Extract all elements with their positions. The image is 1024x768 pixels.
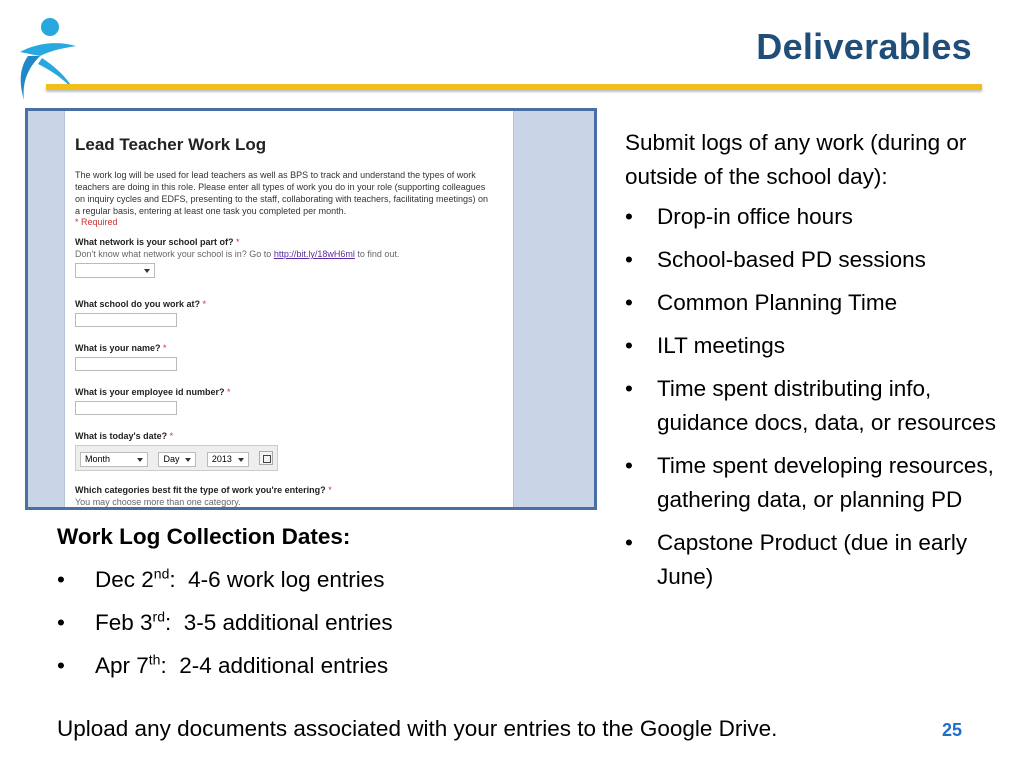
- question-categories: [75, 485, 505, 495]
- month-select-value: Month: [85, 454, 111, 464]
- bullet-icon: •: [625, 247, 633, 272]
- form-title: Lead Teacher Work Log: [75, 135, 267, 154]
- bullet-icon: •: [625, 530, 633, 555]
- form-right-margin: [514, 111, 594, 507]
- question-name-label: What is your name?: [75, 343, 161, 353]
- question-date-label: What is today's date?: [75, 431, 168, 441]
- employee-id-input[interactable]: [75, 401, 177, 415]
- date-text: Dec 2: [95, 567, 154, 592]
- list-item: [625, 372, 1005, 440]
- date-ordinal: nd: [153, 565, 170, 582]
- question-categories-help: You may choose more than one category.: [75, 497, 241, 507]
- network-select[interactable]: [75, 263, 155, 278]
- date-entries: : 3-5 additional entries: [165, 610, 393, 635]
- required-star: *: [236, 237, 240, 247]
- collection-dates-panel: [57, 520, 577, 692]
- chevron-down-icon: [185, 458, 191, 462]
- required-star: *: [227, 387, 231, 397]
- list-item: [625, 526, 1005, 594]
- title-underline: [46, 84, 982, 90]
- form-description: The work log will be used for lead teachers as well as BPS to track and understand the types of work teachers are doing in this role. Please enter all types of work you do in your role (supporting colleagues on inquiry cycles and EDFS, presenting to the staff, collaborating with teachers, facilitating meetings) on a regular basis, entering at least one task you completed per month.: [75, 170, 489, 216]
- bullet-icon: •: [625, 204, 633, 229]
- calendar-icon[interactable]: [259, 451, 273, 465]
- list-item-text: ILT meetings: [657, 333, 785, 358]
- date-entries: : 2-4 additional entries: [160, 653, 389, 678]
- month-select[interactable]: [80, 452, 148, 467]
- footer-note: Upload any documents associated with your entries to the Google Drive.: [57, 716, 778, 741]
- list-item: [57, 649, 577, 683]
- slide-title: Deliverables: [756, 26, 972, 67]
- name-input[interactable]: [75, 357, 177, 371]
- bullet-icon: •: [625, 333, 633, 358]
- help-text-prefix: Don't know what network your school is in? Go to: [75, 249, 272, 259]
- bullet-icon: •: [625, 453, 633, 478]
- date-ordinal: rd: [152, 608, 165, 625]
- collection-dates-list: [57, 563, 577, 683]
- form-required-note: * Required: [75, 217, 118, 227]
- page-number: 25: [941, 720, 962, 740]
- list-item-text: Drop-in office hours: [657, 204, 853, 229]
- question-school-label: What school do you work at?: [75, 299, 201, 309]
- date-entries: : 4-6 work log entries: [169, 567, 385, 592]
- help-text-suffix: to find out.: [357, 249, 400, 259]
- required-star: *: [163, 343, 167, 353]
- question-network: [75, 237, 505, 247]
- bullet-icon: •: [57, 610, 65, 635]
- day-select[interactable]: [158, 452, 196, 467]
- list-item: [57, 563, 577, 597]
- school-input[interactable]: [75, 313, 177, 327]
- work-types-panel: [625, 126, 1005, 603]
- required-star: *: [169, 431, 174, 441]
- network-help-link[interactable]: http://bit.ly/18wH6ml: [273, 249, 355, 259]
- year-select-value: 2013: [211, 454, 232, 464]
- question-network-help: [75, 249, 505, 259]
- form-sheet: [64, 111, 514, 507]
- form-left-margin: [28, 111, 64, 507]
- date-picker: [75, 445, 278, 471]
- question-network-label: What network is your school part of?: [75, 237, 234, 247]
- required-star: *: [202, 299, 207, 309]
- list-item-text: Common Planning Time: [657, 290, 898, 315]
- list-item-text: School-based PD sessions: [657, 247, 926, 272]
- list-item: [57, 606, 577, 640]
- work-types-list: [625, 200, 1005, 594]
- list-item: [625, 286, 1005, 320]
- list-item-text: Capstone Product (due in early June): [657, 530, 968, 589]
- date-text: Feb 3: [95, 610, 153, 635]
- bullet-icon: •: [625, 376, 633, 401]
- list-item: [625, 329, 1005, 363]
- question-employee-id: [75, 387, 505, 397]
- list-item: [625, 449, 1005, 517]
- list-item-text: Time spent distributing info, guidance docs, data, or resources: [657, 376, 996, 435]
- question-name: [75, 343, 505, 353]
- chevron-down-icon: [238, 458, 244, 462]
- date-text: Apr 7: [95, 653, 149, 678]
- bullet-icon: •: [57, 567, 65, 592]
- question-categories-label: Which categories best fit the type of work you're entering?: [75, 485, 326, 495]
- question-date: [75, 431, 505, 441]
- question-employee-id-label: What is your employee id number?: [75, 387, 225, 397]
- date-ordinal: th: [148, 651, 161, 668]
- collection-dates-title: Work Log Collection Dates:: [57, 524, 351, 549]
- list-item: [625, 243, 1005, 277]
- question-school: [75, 299, 505, 309]
- chevron-down-icon: [137, 458, 143, 462]
- year-select[interactable]: [207, 452, 249, 467]
- chevron-down-icon: [144, 269, 150, 273]
- required-star: *: [328, 485, 332, 495]
- work-log-form-screenshot: [25, 108, 597, 510]
- bullet-icon: •: [57, 653, 65, 678]
- bullet-icon: •: [625, 290, 633, 315]
- list-item-text: Time spent developing resources, gathering data, or planning PD: [657, 453, 994, 512]
- list-item: [625, 200, 1005, 234]
- work-types-intro: Submit logs of any work (during or outside of the school day):: [625, 130, 967, 189]
- day-select-value: Day: [163, 454, 180, 464]
